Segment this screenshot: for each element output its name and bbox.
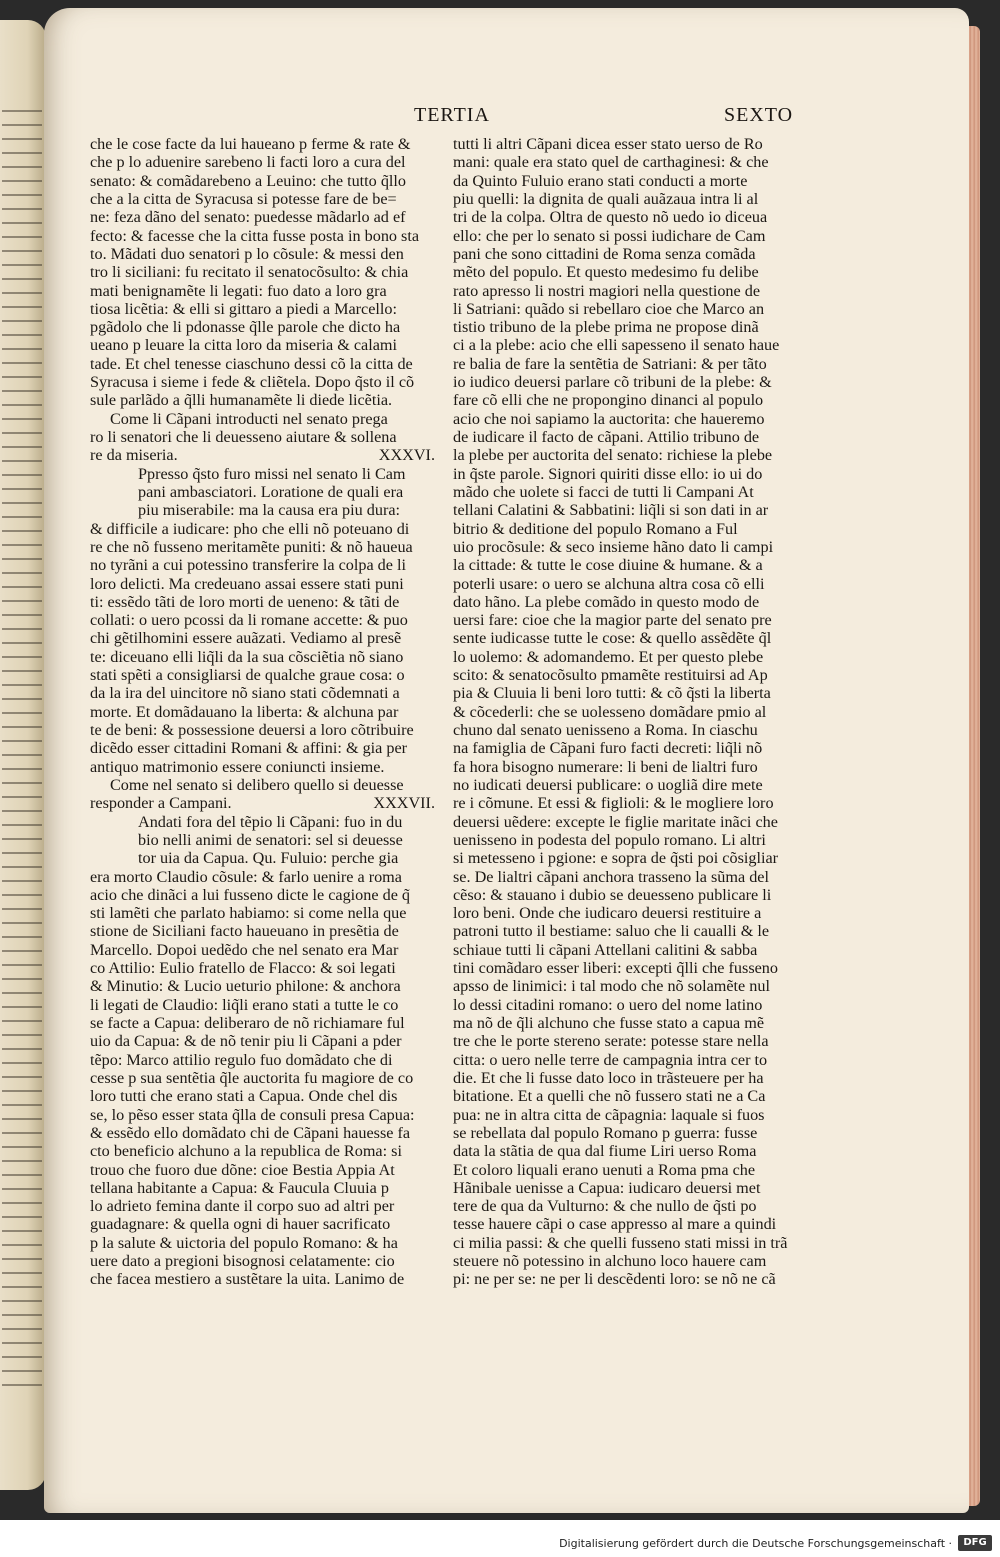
text-line: mãdo che uolete si facci de tutti li Campani At	[453, 482, 754, 501]
text-line: pi: ne per se: ne per li descẽdenti loro: se nõ ne cã	[453, 1270, 776, 1289]
text-line: acio che dinãci a lui fusseno dicte le cagione de q̃	[90, 885, 411, 904]
text-line: ti: essẽdo tãti de loro morti de ueneno: & tãti de	[90, 592, 400, 611]
text-line: co Attilio: Eulio fratello de Flacco: & soi legati	[90, 959, 396, 978]
text-line: re che nõ fusseno meritamẽte puniti: & nõ haueua	[90, 537, 413, 556]
text-line: tade. Et chel tenesse ciaschuno dessi cõ la citta de	[90, 354, 413, 373]
text-line: tistio tribuno de la plebe prima ne propose dinã	[453, 318, 759, 337]
text-line: na famiglia de Cãpani furo facti decreti: liq̃li nõ	[453, 739, 763, 758]
text-line: die. Et che li fusse dato loco in trãsteuere per ha	[453, 1068, 764, 1087]
text-line: & essẽdo ello domãdato chi de Cãpani hauesse fa	[90, 1123, 411, 1142]
chapter-numeral: XXXVII.	[373, 794, 435, 813]
text-line: che facea mestiero a sustẽtare la uita. Lanimo de	[90, 1270, 405, 1289]
digitization-credit: Digitalisierung gefördert durch die Deutsche Forschungsgemeinschaft ·	[559, 1537, 952, 1550]
text-line: cesse p sua sentẽtia q̃le auctorita fu magiore de co	[90, 1068, 414, 1087]
text-line: che p lo aduenire sarebeno li facti loro a cura del	[90, 153, 406, 172]
text-line: responder a Campani. XXXVII.	[90, 794, 435, 813]
text-line: fecto: & facesse che la citta fusse posta in bono sta	[90, 226, 420, 245]
text-line: uersi fare: cioe che la magior parte del senato pre	[453, 611, 772, 630]
text-line: patroni tutto il bestiame: saluo che li caualli & le	[453, 922, 770, 941]
text-line: apsso de linimici: i tal modo che nõ solamẽte nul	[453, 977, 770, 996]
text-line: Andati fora del tẽpio li Cãpani: fuo in du	[138, 812, 403, 831]
text-line: steuere nõ potessino in alchuno loco hauere cam	[453, 1252, 767, 1271]
text-line: no iudicati deuersi publicare: o uogliã dire mete	[453, 775, 763, 794]
text-line: mati benignamẽte li legati: fuo dato a loro gra	[90, 281, 387, 300]
text-line: dato hãno. La plebe comãdo in questo modo de	[453, 592, 760, 611]
chapter-numeral: XXXVI.	[378, 446, 435, 465]
text-line: cẽso: & stauano i dubio se deuesseno publicare li	[453, 885, 772, 904]
text-line: sule parlãdo a q̃lli humanamẽte li diede licẽtia.	[90, 391, 393, 410]
text-line: deuersi uẽdere: excepte le figlie maritate inãci che	[453, 812, 778, 831]
text-line: che a la citta de Syracusa si potesse fare de be=	[90, 189, 397, 208]
text-line: scito: & senatocõsulto pmamẽte restituirsi ad Ap	[453, 666, 768, 685]
text-line: lo dessi citadini romano: o uero del nome latino	[453, 995, 763, 1014]
text-line: chi gẽtilhomini essere auãzati. Vediamo al presẽ	[90, 629, 402, 648]
text-line: Come li Cãpani introducti nel senato prega	[110, 409, 388, 428]
text-line: tẽpo: Marco attilio regulo fuo domãdato che di	[90, 1050, 393, 1069]
text-line: in q̃ste parole. Signori quiriti disse ello: io ui do	[453, 464, 763, 483]
text-line: Marcello. Dopoi uedẽdo che nel senato era Mar	[90, 940, 399, 959]
text-line: tiosa licẽtia: & elli si gittaro a piedi a Marcello:	[90, 299, 398, 318]
text-line: tere de qua da Vulturno: & che nullo de q̃sti po	[453, 1197, 757, 1216]
text-line: tro li siciliani: fu recitato il senatocõsulto: & chia	[90, 263, 409, 282]
text-line: ci milia passi: & che quelli fusseno stati missi in trã	[453, 1233, 788, 1252]
text-line: Syracusa i sieme i fede & cliẽtela. Dopo q̃sto il cõ	[90, 373, 415, 392]
text-line: tesse hauere cãpi o case appresso al mare a quindi	[453, 1215, 777, 1234]
text-line: uenisseno in podesta del populo romano. Li altri	[453, 830, 766, 849]
text-line: tellani Calatini & Sabbatini: liq̃li si son dati in ar	[453, 501, 769, 520]
text-line: cto beneficio alchuno a la republica de Roma: si	[90, 1142, 402, 1161]
text-line: che le cose facte da lui haueano p ferme & rate &	[90, 135, 411, 153]
text-line: Ppresso q̃sto furo missi nel senato li Cam	[138, 464, 406, 483]
text-line: antiquo matrimonio essere coniuncti insieme.	[90, 757, 385, 776]
text-line: pani che sono cittadini de Roma senza comãda	[453, 244, 756, 263]
text-line: sti lamẽti che parlato habiamo: si come nella que	[90, 904, 407, 923]
text-line: & cõcederli: che se uolesseno domãdare pmio al	[453, 702, 767, 721]
text-line: citta: o uero nelle terre de campagnia intra cer to	[453, 1050, 768, 1069]
text-line: ello: che per lo senato si possi iudichare de Cam	[453, 226, 766, 245]
text-line: piu miserabile: ma la causa era piu dura:	[138, 501, 401, 520]
facing-page-text	[2, 110, 42, 1390]
text-line: Et coloro liquali erano uenuti a Roma pma che	[453, 1160, 756, 1179]
text-line: mẽto del populo. Et questo medesimo fu delibe	[453, 263, 759, 282]
text-line: schiaue tutti li cãpani Attellani calitini & sabba	[453, 940, 758, 959]
text-line: chuno dal senato uenisseno a Roma. In ciaschu	[453, 721, 758, 739]
text-line: ueano p leuare la citta loro da miseria & calami	[90, 336, 397, 355]
text-line: te: diceuano elli liq̃li da la sua cõsciẽtia nõ siano	[90, 647, 404, 666]
text-line: tini comãdaro esser liberi: excepti q̃lli che fusseno	[453, 959, 778, 978]
text-line: ne: feza dãno del senato: puedesse mãdarlo ad ef	[90, 208, 406, 227]
text-line: uere dato a pregioni bisognosi celatamente: cio	[90, 1252, 395, 1271]
text-line: tre che le porte stereno serate: potesse stare nella	[453, 1032, 769, 1051]
text-line: la plebe per auctorita del senato: richiese la plebe	[453, 446, 773, 465]
text-line: Hãnibale uenisse a Capua: iudicaro deuersi met	[453, 1178, 761, 1197]
text-line: uio da Capua: & de nõ tenir piu li Cãpani a pder	[90, 1032, 402, 1051]
text-line: guadagnare: & quella ogni di hauer sacrificato	[90, 1215, 391, 1234]
text-line: mani: quale era stato quel de carthaginesi: & che	[453, 153, 769, 172]
header-right: SEXTO	[724, 104, 794, 126]
text-line: no tyrãni a cui potessino transferire la colpa de li	[90, 556, 406, 575]
text-line: si metesseno i pgione: e sopra de q̃sti poi cõsigliar	[453, 849, 779, 868]
text-line: pani ambasciatori. Loratione de quali era	[138, 482, 404, 501]
text-line: bitatione. Et a quelli che nõ fussero stati ne a Ca	[453, 1087, 766, 1106]
text-line: li Satriani: quãdo si rebellaro cioe che Marco an	[453, 299, 765, 318]
text-line: se rebellata dal populo Romano p guerra: fusse	[453, 1123, 758, 1142]
running-header	[0, 104, 1000, 134]
text-line: da Quinto Fuluio erano stati conducti a morte	[453, 171, 748, 190]
text-line: bitrio & deditione del populo Romano a Ful	[453, 519, 738, 538]
text-line: loro delicti. Ma credeuano assai essere stati puni	[90, 574, 404, 593]
text-line: ci a la plebe: acio che elli sapesseno il senato haue	[453, 336, 780, 355]
text-line: li legati de Claudio: liq̃li erano stati a tutte le co	[90, 995, 399, 1014]
text-line: era morto Claudio cõsule: & farlo uenire a roma	[90, 867, 402, 886]
right-column	[453, 135, 798, 1289]
dfg-logo: DFG	[958, 1535, 992, 1551]
text-line: pua: ne in altra citta de cãpagnia: laquale si fuos	[453, 1105, 765, 1124]
text-line: stione de Siciliani facto haueuano in presẽtia de	[90, 922, 399, 941]
text-line: morte. Et domãdauano la liberta: & alchuna par	[90, 702, 399, 721]
text-line: trouo che fuoro due dõne: cioe Bestia Appia At	[90, 1160, 395, 1179]
text-line: lo adrieto femina dante il corpo suo ad altri per	[90, 1197, 395, 1216]
text-line: da la ira del uincitore nõ siano stati cõdemnati a	[90, 684, 400, 703]
text-line: poterli usare: o uero se alchuna altra cosa cõ elli	[453, 574, 765, 593]
text-line: lo uolemo: & adomandemo. Et per questo plebe	[453, 647, 764, 666]
text-line: pia & Cluuia li beni loro tutti: & cõ q̃sti la liberta	[453, 684, 771, 703]
text-line: fare cõ elli che ne propongino dinanci al populo	[453, 391, 764, 410]
text-line: tri de la colpa. Oltra de questo nõ uedo io diceua	[453, 208, 768, 227]
text-line: & Minutio: & Lucio ueturio philone: & anchora	[90, 977, 401, 996]
text-line: te de beni: & possessione deuersi a loro cõtribuire	[90, 721, 414, 739]
text-line: & difficile a iudicare: pho che elli nõ poteuano di	[90, 519, 410, 538]
text-line: de iudicare il facto de cãpani. Attilio tribuno de	[453, 428, 760, 446]
text-line: se, lo pẽso esser stata q̃lla de consuli presa Capua:	[90, 1105, 415, 1124]
text-line: tor uia da Capua. Qu. Fuluio: perche gia	[138, 849, 399, 868]
text-line: ro li senatori che li deuesseno aiutare & sollena	[90, 428, 397, 446]
left-column	[90, 135, 435, 1289]
text-line: pgãdolo che li pdonasse q̃lle parole che dicto ha	[90, 318, 401, 337]
text-line: collati: o uero pcossi da li romane accette: & puo	[90, 611, 408, 630]
text-line: loro beni. Onde che iudicaro deuersi restituire a	[453, 904, 762, 923]
text-line: stati spẽti a consigliarsi de qualche graue cosa: o	[90, 666, 405, 685]
text-line: to. Mãdati duo senatori p lo cõsule: & messi den	[90, 244, 404, 263]
text-line: rato apresso li nostri magiori nella questione de	[453, 281, 761, 300]
text-line: re i cõmune. Et essi & figlioli: & le mogliere loro	[453, 794, 774, 813]
text-line: p la salute & uictoria del populo Romano: & ha	[90, 1233, 398, 1252]
facing-page-edge	[0, 20, 46, 1490]
header-left: TERTIA	[414, 104, 490, 126]
footer-bar	[0, 1520, 1000, 1557]
text-line: re balia de fare la sentẽtia de Satriani: & per tãto	[453, 354, 767, 373]
text-line: io iudico deuersi parlare cõ tribuni de la plebe: &	[453, 373, 772, 392]
text-line: data la stãtia de qua dal fiume Liri uerso Roma	[453, 1142, 757, 1161]
text-line: re da miseria. XXXVI.	[90, 446, 435, 465]
text-line: senato: & comãdarebeno a Leuino: che tutto q̃llo	[90, 171, 407, 190]
text-line: Come nel senato si delibero quello si deuesse	[110, 775, 404, 794]
text-line: tellana habitante a Capua: & Faucula Cluuia p	[90, 1178, 389, 1197]
text-line: dicẽdo esser cittadini Romani & affini: & gia per	[90, 739, 408, 758]
text-line: uio procõsule: & seco insieme hãno dato li campi	[453, 537, 774, 556]
text-line: tutti li altri Cãpani dicea esser stato uerso de Ro	[453, 135, 763, 153]
text-line: ma nõ de q̃li alchuno che fusse stato a capua mẽ	[453, 1014, 765, 1032]
text-line: fa hora bisogno numerare: li beni de lialtri furo	[453, 757, 758, 776]
text-line: se facte a Capua: deliberaro de nõ richiamare ful	[90, 1014, 405, 1032]
text-line: se. De lialtri cãpani anchora trasseno la sũma del	[453, 867, 769, 886]
text-line: sente iudicasse tutte le cose: & quello assẽdẽte q̃l	[453, 629, 772, 648]
text-line: acio che noi sapiamo la auctorita: che haueremo	[453, 409, 765, 428]
text-line: la cittade: & tutte le cose diuine & humane. & a	[453, 556, 763, 575]
text-line: piu quelli: la dignita de quali auãzaua intra li al	[453, 189, 759, 208]
text-line: bio nelli animi de senatori: sel si deuesse	[138, 830, 403, 849]
text-line: loro tutti che erano stati a Capua. Onde chel dis	[90, 1087, 398, 1106]
